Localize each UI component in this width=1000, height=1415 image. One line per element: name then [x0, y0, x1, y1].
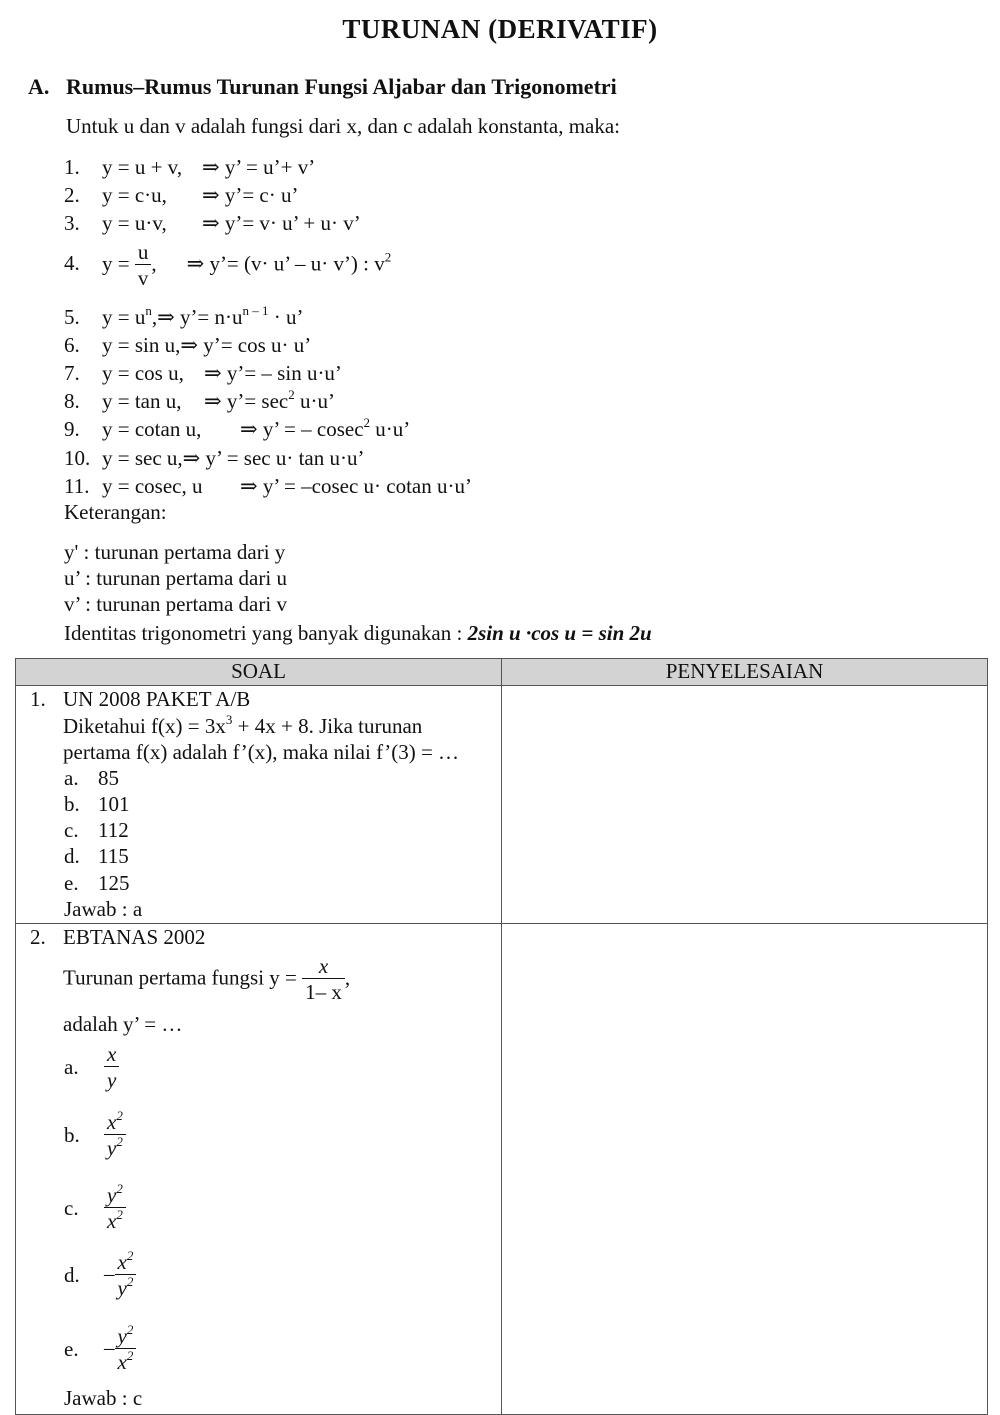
identitas-formula: 2sin u ·cos u = sin 2u: [467, 621, 652, 645]
formula-7: 7. y = cos u, ⇒ y’= – sin u·u’: [64, 361, 342, 385]
fraction-x-over-1-minus-x: $\frac{x}{1- x}$: [302, 954, 345, 1005]
option-d: d. – $\frac{x^2}{y^2}$: [64, 1250, 136, 1301]
header-penyelesaian: PENYELESAIAN: [502, 659, 988, 686]
table-row: [16, 924, 988, 1415]
intro-text: Untuk u dan v adalah fungsi dari x, dan c adalah konstanta, maka:: [66, 114, 620, 138]
question-number: 2.: [30, 925, 46, 949]
penyelesaian-1: [502, 686, 988, 924]
question-text: pertama f(x) adalah f’(x), maka nilai f’(3) = …: [63, 740, 460, 764]
formula-2: 2. y = c·u, ⇒ y’= c· u’: [64, 183, 299, 207]
section-title: Rumus–Rumus Turunan Fungsi Aljabar dan Trigonometri: [66, 74, 617, 99]
formula-11: 11. y = cosec, u ⇒ y’ = –cosec u· cotan u·u’: [64, 474, 472, 498]
question-source: UN 2008 PAKET A/B: [63, 687, 251, 711]
soal-table: [15, 658, 988, 1415]
page-title: TURUNAN (DERIVATIF): [342, 14, 658, 44]
formula-5: 5. $y = u^n,\Rightarrow$ y’= $n\cdot u^{n - 1} \cdot u$’: [64, 303, 304, 329]
header-soal: SOAL: [16, 659, 502, 686]
option-a: a. 85: [64, 766, 119, 790]
penyelesaian-2: [502, 924, 988, 1415]
answer: Jawab : c: [64, 1386, 143, 1410]
formula-10: 10. y = sec u,⇒ y’ = sec u· tan u·u’: [64, 446, 365, 470]
option-b: b. $\frac{x^2}{y^2}$: [64, 1110, 126, 1161]
formula-3: 3. y = u·v, ⇒ y’= v· u’ + u· v’: [64, 211, 361, 235]
question-text: Diketahui $f(x) = 3x^3 + 4x + 8$. Jika turunan: [63, 712, 423, 738]
option-a: a. $\frac{x}{y}$: [64, 1042, 119, 1093]
option-c: c. $\frac{y^2}{x^2}$: [64, 1183, 126, 1234]
question-source: EBTANAS 2002: [63, 925, 206, 949]
question-number: 1.: [30, 687, 46, 711]
keterangan-line: y' : turunan pertama dari y: [64, 540, 286, 564]
formula-8: 8. y = tan u, ⇒ y’= $\sec^2 u\cdot u$’: [64, 387, 335, 413]
formula-6: 6. y = sin u,⇒ y’= cos u· u’: [64, 333, 312, 357]
section-heading: [28, 74, 617, 100]
question-text: Turunan pertama fungsi y = $\frac{x}{1- x}$ ,: [63, 954, 351, 1004]
option-d: d. 115: [64, 844, 129, 868]
table-row: [16, 686, 988, 924]
soal-2: [16, 924, 501, 1414]
keterangan-heading: Keterangan:: [64, 500, 167, 524]
option-e: e. – $\frac{y^2}{x^2}$: [64, 1324, 136, 1375]
soal-1: [16, 686, 501, 923]
keterangan-line: v’ : turunan pertama dari v: [64, 592, 287, 616]
question-text: adalah y’ = …: [63, 1012, 183, 1036]
option-b: b. 101: [64, 792, 130, 816]
fraction-u-over-v: $\frac{u}{v}$: [135, 240, 152, 291]
section-label: A.: [28, 74, 50, 99]
option-e: e. 125: [64, 871, 130, 895]
table-header-row: [16, 659, 988, 686]
keterangan-line: u’ : turunan pertama dari u: [64, 566, 287, 590]
answer: Jawab : a: [64, 897, 143, 921]
option-c: c. 112: [64, 818, 129, 842]
identitas-line: Identitas trigonometri yang banyak digunakan : 2sin u ·cos u = sin 2u: [64, 621, 652, 645]
formula-9: 9. y = cotan u, ⇒ y’ = – cosec$^2$ u·u’: [64, 415, 411, 441]
formula-4: 4. y = $\frac{u}{v}$ , ⇒ y’= (v· u’ – u· v’) : $v^2$: [64, 240, 392, 290]
formula-1: 1. y = u + v, ⇒ y’ = u’+ v’: [64, 155, 316, 179]
